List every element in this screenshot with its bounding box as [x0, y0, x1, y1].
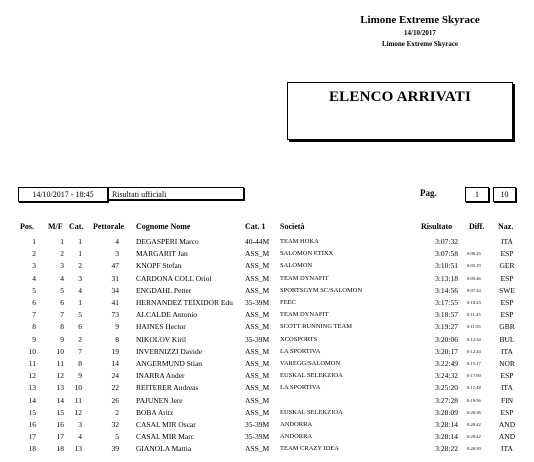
cell-pos: 11: [28, 359, 36, 368]
cell-bib: 31: [111, 273, 119, 283]
cell-cat: 4: [78, 285, 82, 295]
cell-mf: 5: [60, 285, 64, 295]
table-row: [0, 395, 534, 407]
cell-club: TEAM HOKA: [280, 238, 319, 245]
cell-pos: 15: [28, 407, 36, 417]
cell-nat: BUL: [499, 334, 515, 344]
col-name-header: Cognome Nome: [136, 222, 191, 231]
cell-cat1: 40-44M: [245, 237, 270, 246]
cell-cat: 11: [74, 395, 82, 405]
cell-diff: 0:17:00: [467, 373, 481, 379]
cell-mf: 3: [60, 261, 64, 271]
cell-bib: 2: [115, 407, 119, 417]
cell-name: PAJUNEN Jere: [136, 395, 183, 405]
cell-nat: GER: [499, 261, 515, 271]
cell-mf: 1: [60, 237, 64, 246]
cell-cat: 8: [78, 359, 82, 368]
cell-result: 3:28:14: [435, 420, 458, 429]
cell-bib: 39: [111, 444, 119, 454]
cell-bib: 5: [115, 432, 119, 442]
cell-pos: 2: [32, 249, 36, 259]
cell-club: SALOMON: [280, 262, 313, 270]
cell-mf: 13: [56, 383, 64, 393]
cell-name: INARRA Ander: [136, 371, 185, 381]
cell-cat: 7: [78, 346, 82, 356]
cell-name: MARGARIT Jan: [136, 249, 188, 259]
cell-mf: 7: [60, 310, 64, 320]
col-club-header: Società: [280, 222, 305, 231]
cell-result: 3:27:28: [435, 395, 458, 405]
cell-nat: ITA: [501, 346, 513, 356]
cell-pos: 18: [28, 444, 36, 454]
cell-bib: 22: [111, 383, 119, 393]
cell-name: DEGASPERI Marco: [136, 237, 199, 246]
table-row: [0, 248, 534, 260]
table-row: [0, 260, 534, 272]
cell-diff: 0:20:42: [467, 434, 481, 440]
cell-diff: 0:12:34: [467, 336, 481, 342]
cell-pos: 1: [32, 237, 36, 246]
cell-result: 3:07:58: [435, 249, 458, 259]
cell-result: 3:22:49: [435, 359, 458, 368]
cell-cat: 3: [78, 273, 82, 283]
col-mf-header: M/F: [48, 222, 63, 231]
table-row: [0, 236, 534, 248]
col-result-header: Risultato: [421, 222, 453, 231]
cell-result: 3:13:18: [435, 273, 458, 283]
cell-pos: 3: [32, 261, 36, 271]
cell-cat1: 35-39M: [245, 298, 270, 307]
page-total-box: 10: [493, 187, 516, 202]
cell-cat: 10: [74, 383, 82, 393]
cell-club: SCOTT RUNNING TEAM: [280, 323, 352, 331]
cell-result: 3:14:56: [435, 285, 458, 295]
cell-nat: AND: [498, 432, 516, 442]
cell-cat: 2: [78, 261, 82, 271]
table-row: [0, 334, 534, 346]
table-row: [0, 273, 534, 285]
cell-bib: 73: [111, 310, 119, 320]
cell-club: LA SPORTIVA: [280, 384, 321, 392]
cell-club: TEAM DYNAFIT: [280, 274, 329, 282]
cell-result: 3:10:51: [435, 261, 458, 271]
col-cat-header: Cat.: [69, 222, 84, 231]
table-row: [0, 382, 534, 394]
cell-nat: ESP: [500, 310, 514, 320]
cell-cat: 9: [78, 371, 82, 381]
cell-cat1: ASS_M: [245, 444, 270, 454]
cell-cat1: ASS_M: [245, 310, 270, 320]
cell-name: CARDONA COLL Oriol: [136, 273, 212, 283]
table-row: [0, 419, 534, 431]
cell-mf: 14: [56, 395, 64, 405]
cell-mf: 11: [56, 359, 64, 368]
cell-name: INVERNIZZI Davide: [136, 346, 203, 356]
table-row: [0, 370, 534, 382]
cell-result: 3:20:06: [435, 334, 458, 344]
cell-bib: 24: [111, 371, 119, 381]
cell-nat: ITA: [501, 383, 513, 393]
cell-cat1: ASS_M: [245, 285, 270, 295]
cell-mf: 12: [56, 371, 64, 381]
col-nat-header: Naz.: [498, 222, 514, 231]
cell-club: XCOSPORTS: [280, 335, 318, 343]
cell-club: EUSKAL SELEKZIOA: [280, 408, 343, 416]
cell-result: 3:19:27: [435, 322, 458, 332]
cell-diff: 0:07:24: [467, 287, 481, 293]
cell-mf: 8: [60, 322, 64, 332]
cell-club: LA SPORTIVA: [280, 347, 321, 355]
race-subtitle: Limone Extreme Skyrace: [381, 40, 459, 48]
cell-cat: 1: [78, 298, 82, 307]
cell-bib: 8: [115, 334, 119, 344]
cell-diff: 0:20:50: [467, 446, 481, 452]
cell-result: 3:20:17: [435, 346, 458, 356]
table-row: [0, 346, 534, 358]
cell-diff: 0:10:23: [467, 300, 481, 305]
table-row: [0, 297, 534, 309]
document-title-box: [287, 82, 513, 140]
cell-diff: 0:11:55: [467, 324, 481, 330]
cell-pos: 13: [28, 383, 36, 393]
cell-nat: ESP: [500, 273, 514, 283]
cell-bib: 47: [111, 261, 119, 271]
cell-cat1: ASS_M: [245, 383, 270, 393]
cell-name: KNOPF Stefan: [136, 261, 182, 271]
cell-result: 3:28:22: [435, 444, 458, 454]
cell-mf: 15: [56, 407, 64, 417]
cell-mf: 18: [56, 444, 64, 454]
table-row: [0, 321, 534, 333]
cell-club: ANDORRA: [280, 433, 313, 441]
table-row: [0, 309, 534, 321]
cell-name: ALCALDE Antonio: [136, 310, 198, 320]
table-row: [0, 431, 534, 443]
cell-diff: 0:05:46: [467, 275, 481, 281]
cell-cat: 13: [74, 444, 82, 454]
cell-diff: 0:00:25: [467, 251, 481, 257]
cell-club: ANDORRA: [280, 421, 313, 428]
cell-cat1: ASS_M: [245, 407, 270, 417]
cell-diff: 0:19:56: [467, 397, 481, 403]
cell-nat: ITA: [501, 237, 513, 246]
cell-cat: 2: [78, 334, 82, 344]
cell-nat: ESP: [500, 407, 514, 417]
col-bib-header: Pettorale: [93, 222, 125, 231]
cell-cat: 1: [78, 249, 82, 259]
cell-name: BOBA Aritz: [136, 407, 174, 417]
cell-cat: 4: [78, 432, 82, 442]
cell-cat1: ASS_M: [245, 346, 270, 356]
cell-pos: 14: [28, 395, 36, 405]
cell-name: NIKOLOV Kiril: [136, 334, 187, 344]
cell-pos: 8: [32, 322, 36, 332]
cell-diff: 0:17:48: [467, 385, 481, 391]
cell-nat: SWE: [499, 285, 515, 295]
cell-club: FEEC: [280, 299, 296, 306]
cell-cat: 5: [78, 310, 82, 320]
cell-pos: 4: [32, 273, 36, 283]
document-title: ELENCO ARRIVATI: [328, 89, 472, 105]
cell-mf: 9: [60, 334, 64, 344]
col-pos-header: Pos.: [20, 222, 34, 231]
cell-bib: 4: [115, 237, 119, 246]
race-title: Limone Extreme Skyrace: [360, 14, 480, 26]
cell-nat: FIN: [500, 395, 514, 405]
col-diff-header: Diff.: [469, 222, 485, 231]
cell-cat: 1: [78, 237, 82, 246]
cell-nat: NOR: [499, 359, 515, 368]
cell-nat: ESP: [500, 371, 514, 381]
cell-bib: 32: [111, 420, 119, 429]
cell-nat: ITA: [501, 444, 513, 454]
cell-result: 3:17:55: [435, 298, 458, 307]
cell-mf: 10: [56, 346, 64, 356]
cell-cat1: ASS_M: [245, 261, 270, 271]
cell-cat1: ASS_M: [245, 249, 270, 259]
cell-mf: 6: [60, 298, 64, 307]
cell-club: VAREGG/SALOMON: [280, 360, 341, 367]
cell-name: ENGDAHL Petter: [136, 285, 192, 295]
cell-cat: 12: [74, 407, 82, 417]
cell-result: 3:07:32: [435, 237, 458, 246]
cell-cat1: 35-39M: [245, 432, 270, 442]
col-cat1-header: Cat. 1: [245, 222, 266, 231]
cell-diff: 0:20:36: [467, 409, 481, 415]
cell-name: ANGERMUND Stian: [136, 359, 203, 368]
cell-pos: 6: [32, 298, 36, 307]
cell-club: TEAM CRAZY IDEA: [280, 445, 339, 453]
cell-bib: 19: [111, 346, 119, 356]
cell-pos: 16: [28, 420, 36, 429]
cell-name: GIANOLA Mattia: [136, 444, 192, 454]
table-row: [0, 407, 534, 419]
cell-club: SPORTSGYM SC/SALOMON: [280, 286, 363, 294]
cell-mf: 16: [56, 420, 64, 429]
cell-pos: 12: [28, 371, 36, 381]
cell-cat1: ASS_M: [245, 359, 270, 368]
cell-mf: 2: [60, 249, 64, 259]
cell-cat: 6: [78, 322, 82, 332]
cell-name: CASAL MIR Marc: [136, 432, 195, 442]
cell-club: TEAM DYNAFIT: [280, 311, 329, 319]
cell-cat1: ASS_M: [245, 371, 270, 381]
print-datetime-box: 14/10/2017 - 18:45: [18, 187, 108, 202]
cell-pos: 7: [32, 310, 36, 320]
cell-club: EUSKAL SELEKZIOA: [280, 372, 343, 380]
cell-nat: ESP: [500, 249, 514, 259]
page-label: Pag.: [420, 188, 437, 198]
cell-result: 3:25:20: [435, 383, 458, 393]
cell-result: 3:18:57: [435, 310, 458, 320]
cell-name: HAINES Hector: [136, 322, 186, 332]
cell-diff: 0:03:19: [467, 263, 481, 269]
cell-nat: ESP: [500, 298, 514, 307]
cell-mf: 4: [60, 273, 64, 283]
cell-bib: 3: [115, 249, 119, 259]
cell-name: CASAL MIR Oscar: [136, 420, 196, 429]
cell-cat1: ASS_M: [245, 395, 270, 405]
cell-cat1: ASS_M: [245, 322, 270, 332]
cell-cat1: 35-39M: [245, 420, 270, 429]
cell-result: 3:28:09: [435, 407, 458, 417]
cell-bib: 9: [115, 322, 119, 332]
cell-bib: 26: [111, 395, 119, 405]
cell-result: 3:28:14: [435, 432, 458, 442]
cell-pos: 10: [28, 346, 36, 356]
cell-bib: 41: [111, 298, 119, 307]
table-row: [0, 285, 534, 297]
table-row: [0, 443, 534, 455]
table-row: [0, 358, 534, 370]
cell-result: 3:24:32: [435, 371, 458, 381]
cell-name: REITERER Andreas: [136, 383, 199, 393]
cell-nat: AND: [498, 420, 516, 429]
cell-cat1: ASS_M: [245, 273, 270, 283]
cell-diff: 0:12:44: [467, 348, 481, 354]
cell-cat1: 35-39M: [245, 334, 270, 344]
results-status-box: Risultati ufficiali: [108, 187, 244, 200]
cell-pos: 9: [32, 334, 36, 344]
cell-pos: 5: [32, 285, 36, 295]
cell-mf: 17: [56, 432, 64, 442]
page-current-box: 1: [465, 187, 489, 202]
cell-bib: 34: [111, 285, 119, 295]
race-date: 14/10/2017: [404, 29, 436, 37]
cell-cat: 3: [78, 420, 82, 429]
cell-diff: 0:20:42: [467, 422, 481, 427]
cell-club: SALOMON ETIXX: [280, 250, 334, 258]
cell-diff: 0:11:25: [467, 312, 481, 318]
cell-bib: 14: [111, 359, 119, 368]
cell-name: HERNANDEZ TEIXIDOR Edu: [136, 298, 233, 307]
cell-nat: GBR: [499, 322, 515, 332]
cell-diff: 0:15:17: [467, 361, 481, 366]
cell-pos: 17: [28, 432, 36, 442]
